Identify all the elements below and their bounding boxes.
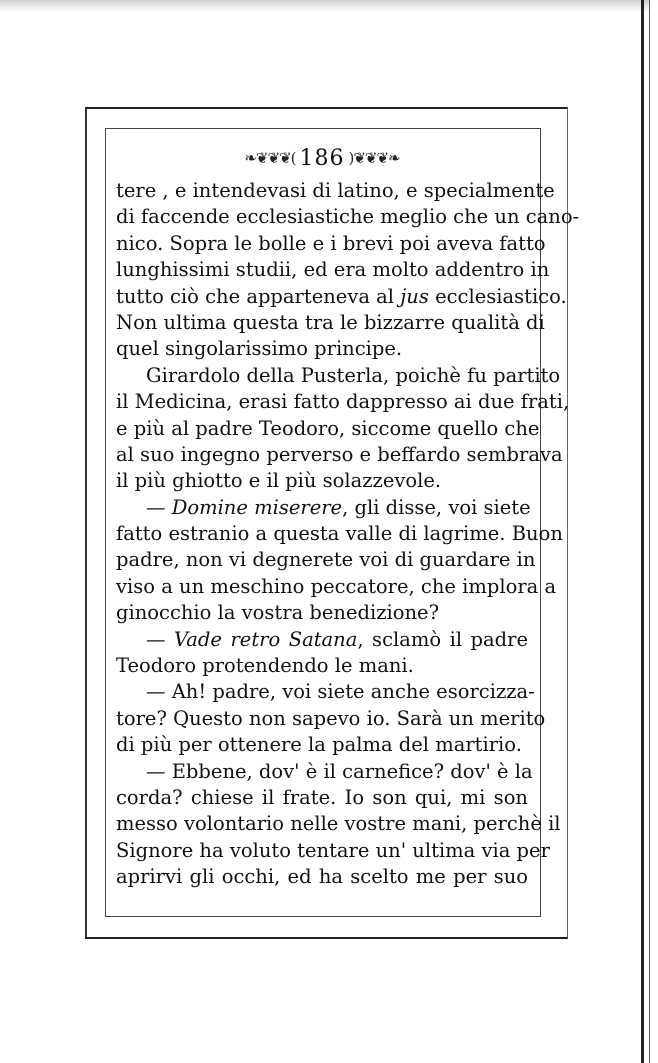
page-edge-smudge	[0, 0, 650, 12]
ornament-right: )❦❦❦❧	[348, 149, 400, 167]
text-line: messo volontario nelle vostre mani, perchè il	[116, 812, 561, 836]
text-line: Non ultima questa tra le bizzarre qualità di	[116, 310, 545, 334]
text-line: Signore ha voluto tentare un' ultima via per	[116, 838, 550, 862]
ornament-left: ❧❦❦❦(	[244, 149, 296, 167]
text-line: e più al padre Teodoro, siccome quello che	[116, 416, 540, 440]
text-line: corda? chiese il frate. Io son qui, mi son	[116, 785, 528, 809]
text-line: Teodoro protendendo le mani.	[116, 654, 414, 678]
text-line: padre, non vi degnerete voi di guardare in	[116, 548, 536, 572]
text-line: nico. Sopra le bolle e i brevi poi aveva fatto	[116, 231, 546, 255]
text-line: di faccende ecclesiastiche meglio che un cano-	[116, 205, 580, 229]
text-line: — Vade retro Satana, sclamò il padre	[146, 627, 529, 651]
body-text	[116, 178, 580, 891]
text-line: fatto estranio a questa valle di lagrime. Buon	[116, 522, 563, 546]
text-line: Girardolo della Pusterla, poichè fu partito	[146, 363, 561, 387]
text-line: il Medicina, erasi fatto dappresso ai due frati,	[116, 390, 570, 414]
text-line: il più ghiotto e il più solazzevole.	[116, 469, 442, 493]
text-line: tutto ciò che apparteneva al jus ecclesiastico.	[116, 284, 567, 308]
text-line: ginocchio la vostra benedizione?	[116, 601, 440, 625]
text-line: lunghissimi studii, ed era molto addentro in	[116, 258, 550, 282]
book-spine-edge-thin	[649, 0, 650, 1063]
text-line: al suo ingegno perverso e beffardo sembrava	[116, 442, 563, 466]
text-line: — Ebbene, dov' è il carnefice? dov' è la	[146, 759, 533, 783]
text-line: — Domine miserere, gli disse, voi siete	[146, 495, 531, 519]
book-spine-edge	[641, 0, 644, 1063]
page-number: 186	[299, 145, 345, 171]
text-line: aprirvi gli occhi, ed ha scelto me per suo	[116, 865, 528, 889]
text-line: — Ah! padre, voi siete anche esorcizza-	[146, 680, 535, 704]
text-line: tore? Questo non sapevo io. Sarà un merito	[116, 706, 546, 730]
text-line: quel singolarissimo principe.	[116, 337, 403, 361]
text-line: di più per ottenere la palma del martirio.	[116, 733, 522, 757]
text-line: tere , e intendevasi di latino, e specialmente	[116, 179, 555, 202]
text-line: viso a un meschino peccatore, che implora a	[116, 574, 557, 598]
page-header	[106, 143, 538, 173]
